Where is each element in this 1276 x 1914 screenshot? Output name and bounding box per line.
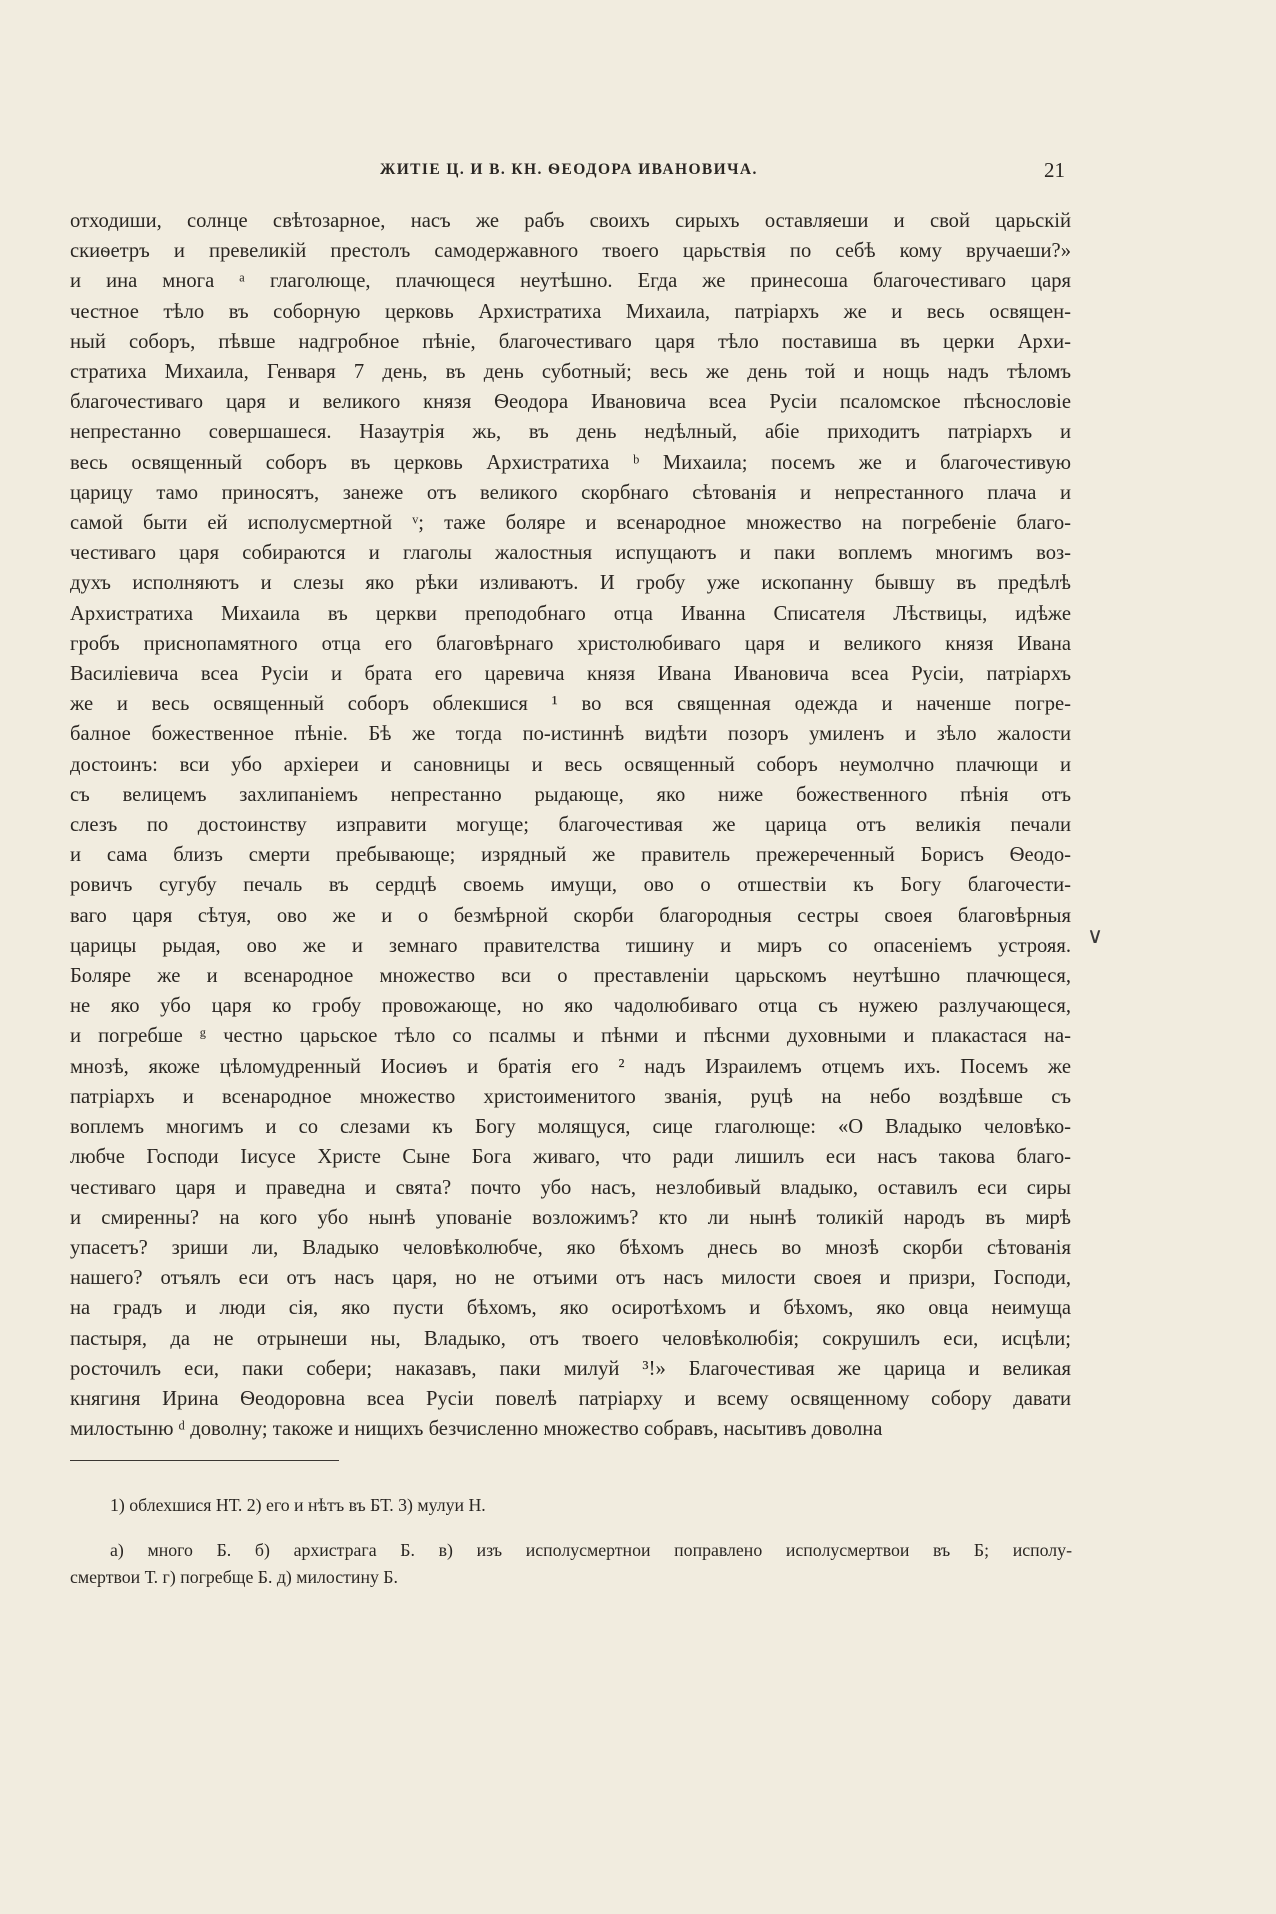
margin-check-mark: ∨ bbox=[1087, 924, 1104, 949]
body-line: стратиха Михаила, Генваря 7 день, въ день суботный; весь же день той и нощь надъ тѣломъ bbox=[70, 361, 1071, 384]
body-line: гробъ приснопамятного отца его благовѣрнаго христолюбиваго царя и великого князя Ивана bbox=[70, 632, 1071, 655]
body-line: скиѳетръ и превеликій престолъ самодержавного твоего царьствія по себѣ кому вручаеши?» bbox=[70, 240, 1071, 263]
body-line: и погребше ᵍ честно царьское тѣло со псалмы и пѣнми и пѣснми духовными и плакастася на- bbox=[70, 1025, 1071, 1048]
lettered-footnotes bbox=[70, 1537, 1072, 1591]
body-line: росточилъ еси, паки собери; наказавъ, паки милуй ³!» Благочестивая же царица и великая bbox=[70, 1357, 1071, 1380]
body-line: же и весь освященный соборъ облекшися ¹ во вся священная одежда и наченше погре- bbox=[70, 693, 1071, 716]
body-line: Архистратиха Михаила въ церкви преподобнаго отца Иванна Списателя Лѣствицы, идѣже bbox=[70, 602, 1071, 625]
body-line: любче Господи Іисусе Христе Сыне Бога живаго, что ради лишилъ еси насъ такова благо- bbox=[70, 1146, 1071, 1169]
body-line: ный соборъ, пѣвше надгробное пѣніе, благочестиваго царя тѣло поставиша въ церки Архи- bbox=[70, 330, 1071, 353]
body-line: ваго царя сѣтуя, ово же и о безмѣрной скорби благородныя сестры своея благовѣрныя bbox=[70, 904, 1071, 927]
body-line: Боляре же и всенародное множество вси о преставленіи царьскомъ неутѣшно плачющеся, bbox=[70, 965, 1071, 988]
body-line: честиваго царя и праведна и свята? почто убо насъ, незлобивый владыко, оставилъ еси сиры bbox=[70, 1176, 1071, 1199]
footnotes bbox=[70, 1492, 1072, 1591]
footnote-line: а) много Б. б) архистрага Б. в) изъ исполусмертнои поправлено исполусмертвои въ Б; исполу- bbox=[110, 1540, 1072, 1560]
body-line: достоинъ: вси убо архіереи и сановницы и весь освященный соборъ неумолчно плачющи и bbox=[70, 753, 1071, 776]
body-line: воплемъ многимъ и со слезами къ Богу молящуся, сице глаголюще: «О Владыко человѣко- bbox=[70, 1116, 1071, 1139]
body-line: непрестанно совершашеся. Назаутрія жь, въ день недѣлный, абіе приходитъ патріархъ и bbox=[70, 421, 1071, 444]
body-line: княгиня Ирина Ѳеодоровна всеа Русіи повелѣ патріарху и всему освященному собору давати bbox=[70, 1387, 1071, 1410]
body-line: царицу тамо приносятъ, занеже отъ великого скорбнаго сѣтованія и непрестанного плача и bbox=[70, 481, 1071, 504]
body-line: слезъ по достоинству изправити могуще; благочестивая же царица отъ великія печали bbox=[70, 814, 1071, 837]
body-line: милостыню ᵈ доволну; такоже и нищихъ безчисленно множество собравъ, насытивъ доволна bbox=[70, 1418, 883, 1441]
footnote-line: 1) облехшися НТ. 2) его и нѣтъ въ БТ. 3) мулуи Н. bbox=[110, 1495, 486, 1515]
page-number: 21 bbox=[1044, 158, 1065, 182]
body-line: честиваго царя собираются и глаголы жалостныя испущаютъ и паки воплемъ многимъ воз- bbox=[70, 542, 1071, 565]
body-line: благочестиваго царя и великого князя Ѳеодора Ивановича всеа Русіи псаломское пѣснословіе bbox=[70, 391, 1071, 414]
body-line: патріархъ и всенародное множество христоименитого званія, руцѣ на небо воздѣвше съ bbox=[70, 1085, 1071, 1108]
body-line: духъ исполняютъ и слезы яко рѣки изливаютъ. И гробу уже ископанну бывшу въ предѣлѣ bbox=[70, 572, 1071, 595]
body-text bbox=[70, 206, 1071, 1444]
body-line: честное тѣло въ соборную церковь Архистратиха Михаила, патріархъ же и весь освящен- bbox=[70, 300, 1071, 323]
body-line: нашего? отъялъ еси отъ насъ царя, но не отъими отъ насъ милости своея и призри, Господи, bbox=[70, 1267, 1071, 1290]
body-line: и сама близъ смерти пребывающе; изрядный же правитель прежереченный Борисъ Ѳеодо- bbox=[70, 844, 1071, 867]
footnote-separator bbox=[70, 1460, 339, 1461]
body-line: балное божественное пѣніе. Бѣ же тогда по-истиннѣ видѣти позоръ умиленъ и зѣло жалости bbox=[70, 723, 1071, 746]
body-line: отходиши, солнце свѣтозарное, насъ же рабъ своихъ сирыхъ оставляеши и свой царьскій bbox=[70, 210, 1071, 232]
body-line: съ велицемъ захлипаніемъ непрестанно рыдающе, яко ниже божественного пѣнія отъ bbox=[70, 783, 1071, 806]
body-line: упасетъ? зриши ли, Владыко человѣколюбче, яко бѣхомъ днесь во мнозѣ скорби сѣтованія bbox=[70, 1236, 1071, 1259]
body-line: мнозѣ, якоже цѣломудренный Иосиѳъ и братія его ² надъ Израилемъ отцемъ ихъ. Посемъ же bbox=[70, 1055, 1071, 1078]
body-line: царицы рыдая, ово же и земнаго правителства тишину и миръ со опасеніемъ устрояя. bbox=[70, 934, 1071, 957]
numbered-footnotes bbox=[110, 1492, 1072, 1519]
body-line: не яко убо царя ко гробу провожающе, но яко чадолюбиваго отца съ нужею разлучающеся, bbox=[70, 995, 1071, 1018]
body-line: ровичъ сугубу печаль въ сердцѣ своемь имущи, ово о отшествіи къ Богу благочести- bbox=[70, 874, 1071, 897]
footnote-line: смертвои Т. г) погребще Б. д) милостину Б. bbox=[70, 1567, 398, 1587]
body-line: и ина многа ᵃ глаголюще, плачющеся неутѣшно. Егда же принесоша благочестиваго царя bbox=[70, 270, 1071, 293]
body-line: Василіевича всеа Русіи и брата его царевича князя Ивана Ивановича всеа Русіи, патріархъ bbox=[70, 663, 1071, 686]
running-header-title: ЖИТІЕ Ц. И В. КН. ѲЕОДОРА ИВАНОВИЧА. bbox=[380, 161, 758, 178]
body-line: самой быти ей исполусмертной ᵛ; таже боляре и всенародное множество на погребеніе благо- bbox=[70, 512, 1071, 535]
body-line: пастыря, да не отрынеши ны, Владыко, отъ твоего человѣколюбія; сокрушилъ еси, исцѣли; bbox=[70, 1327, 1071, 1350]
body-line: и смиренны? на кого убо нынѣ упованіе возложимъ? кто ли нынѣ толикій народъ въ мирѣ bbox=[70, 1206, 1071, 1229]
body-line: весь освященный соборъ въ церковь Архистратиха ᵇ Михаила; посемъ же и благочестивую bbox=[70, 451, 1071, 474]
body-line: на градъ и люди сія, яко пусти бѣхомъ, яко осиротѣхомъ и бѣхомъ, яко овца неимуща bbox=[70, 1297, 1071, 1320]
